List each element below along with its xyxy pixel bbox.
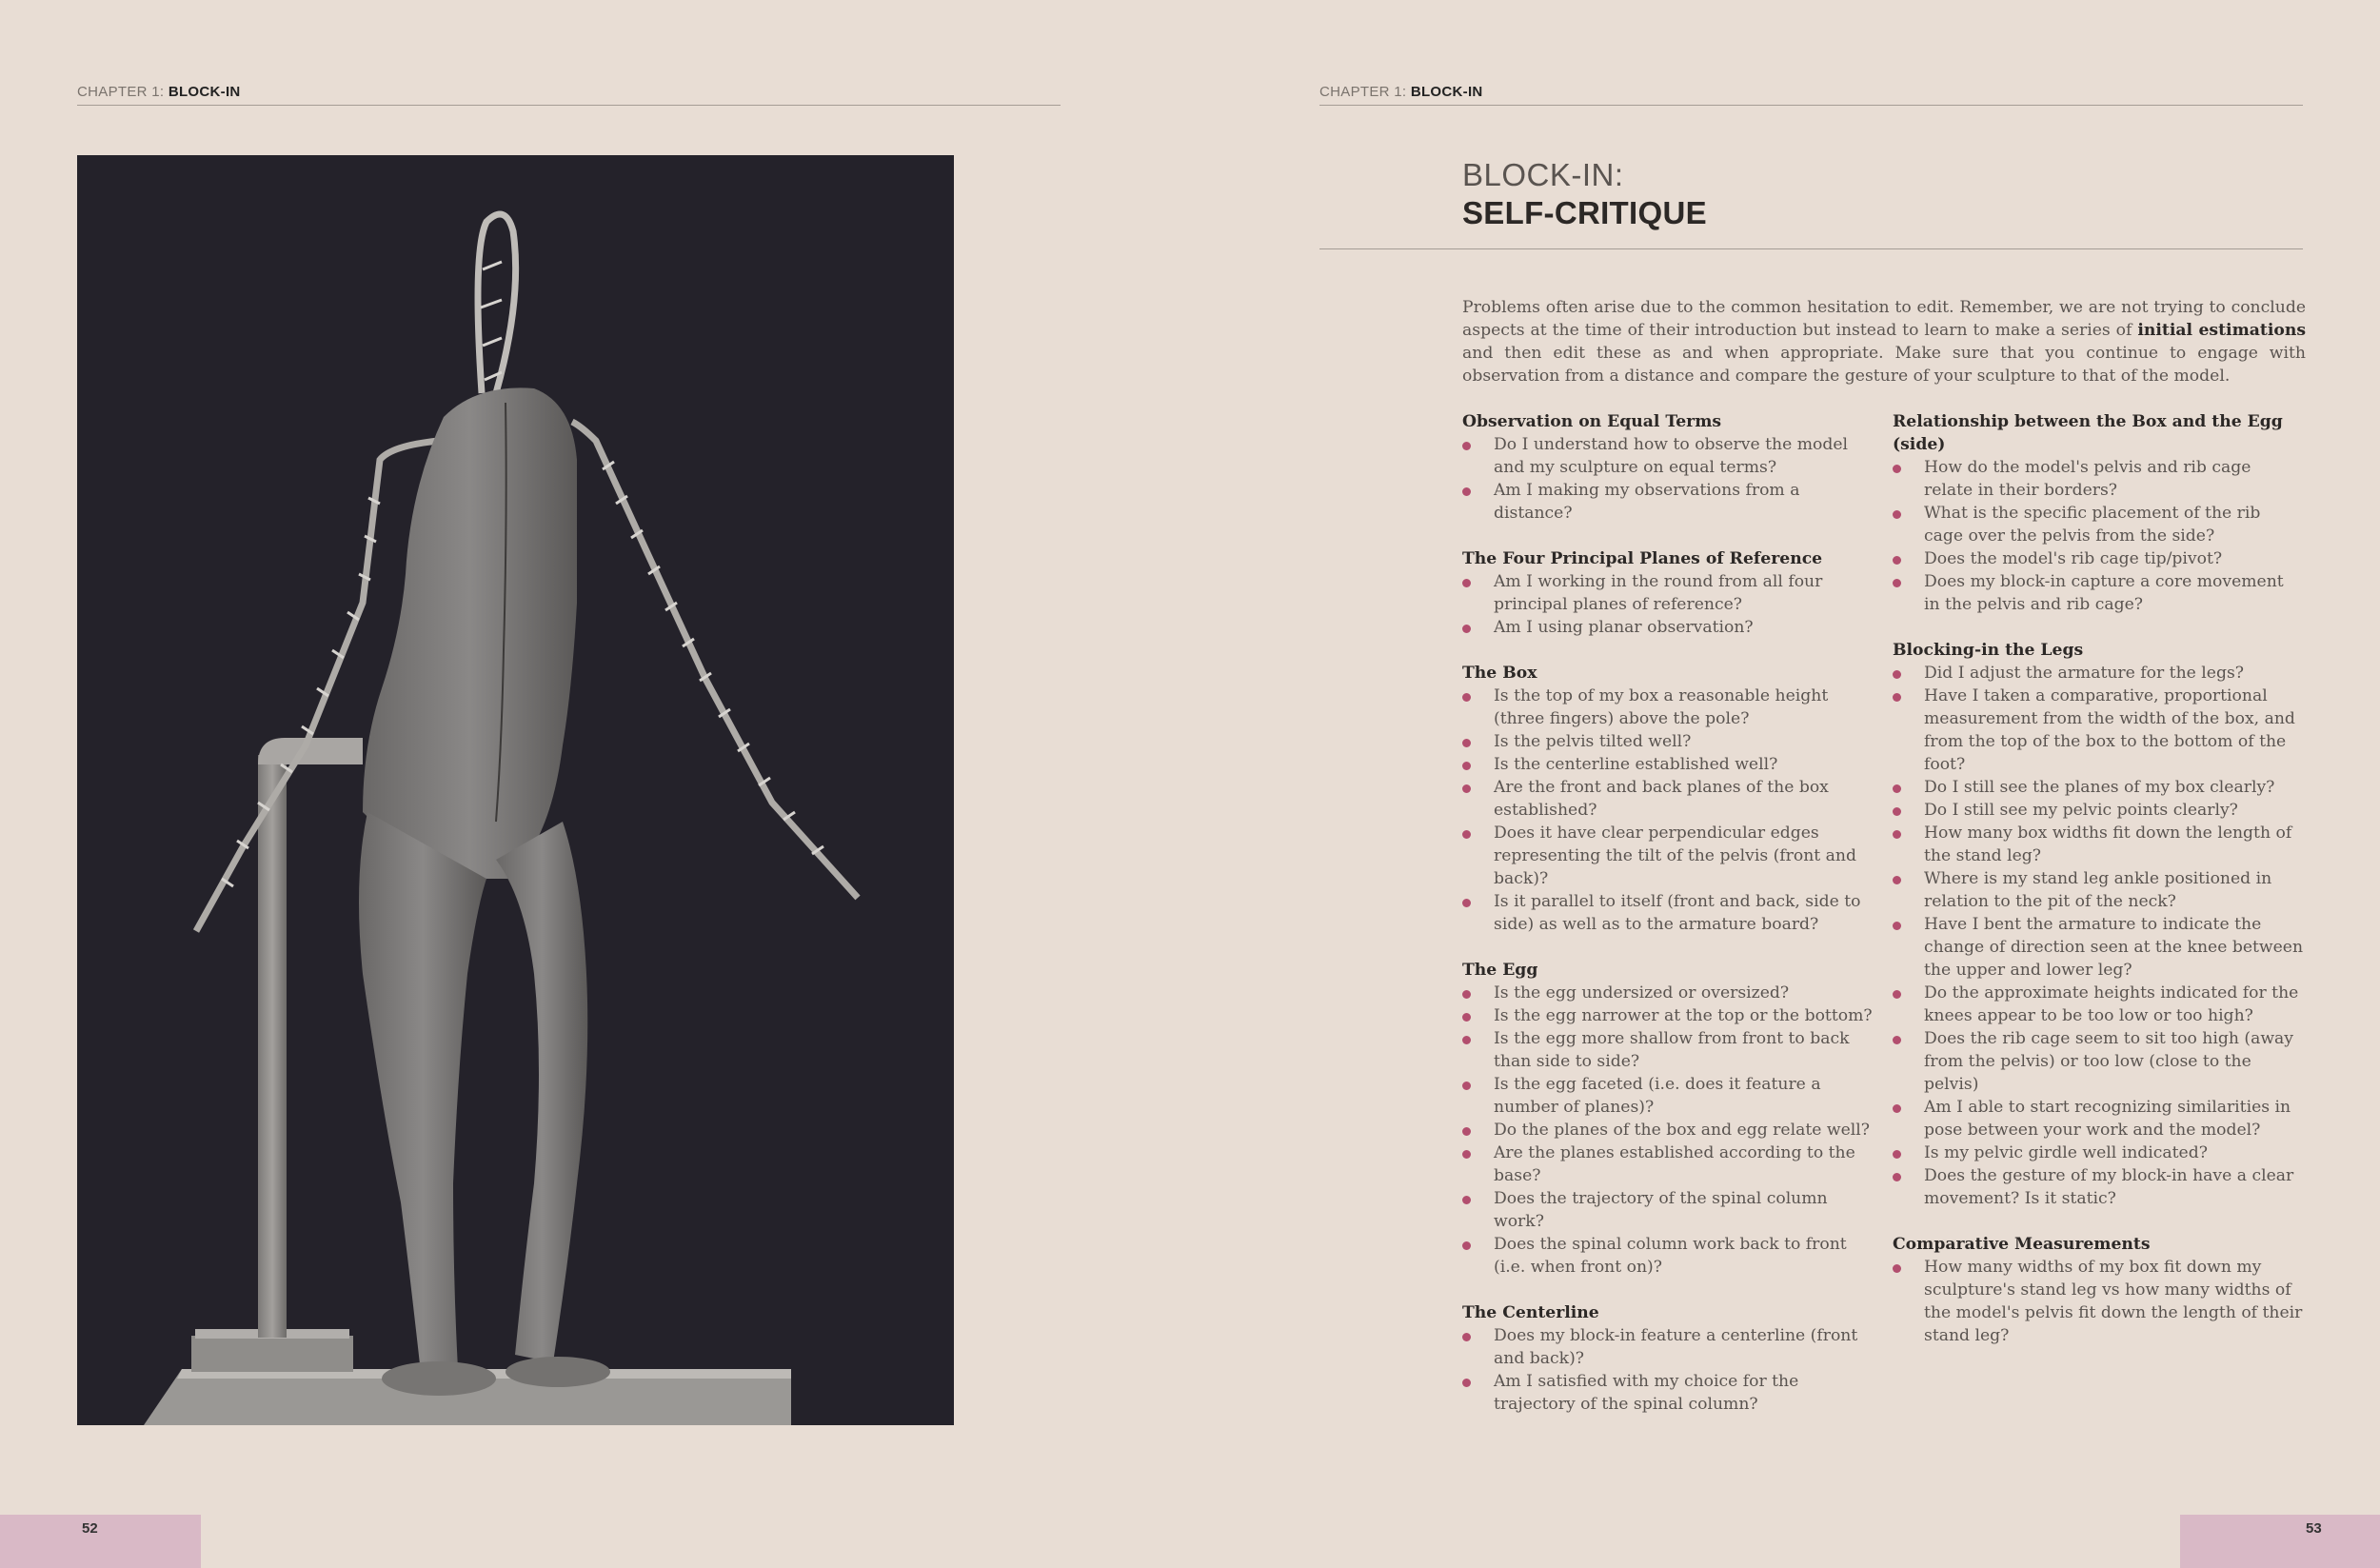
bullet-icon xyxy=(1893,579,1901,587)
title-divider xyxy=(1319,248,2303,249)
question-text: Is the top of my box a reasonable height (three fingers) above the pole? xyxy=(1494,686,1829,728)
question-item xyxy=(1462,616,1874,639)
question-item xyxy=(1893,570,2304,616)
question-list xyxy=(1462,982,1874,1279)
checklist-column-2 xyxy=(1893,410,2304,1370)
question-item xyxy=(1893,1096,2304,1141)
question-item xyxy=(1462,1073,1874,1119)
bullet-icon xyxy=(1893,1173,1901,1181)
question-list xyxy=(1893,662,2304,1210)
title-line-1: BLOCK-IN: xyxy=(1462,157,1624,192)
question-item xyxy=(1462,1027,1874,1073)
question-text: Do the planes of the box and egg relate well? xyxy=(1494,1121,1870,1140)
bullet-icon xyxy=(1893,556,1901,565)
bullet-icon xyxy=(1462,1036,1471,1044)
section-heading: Observation on Equal Terms xyxy=(1462,412,1722,431)
question-item xyxy=(1893,799,2304,822)
checklist-column-1 xyxy=(1462,410,1874,1439)
question-item xyxy=(1462,890,1874,936)
question-text: Am I making my observations from a distance? xyxy=(1494,481,1800,523)
checklist-section xyxy=(1462,410,1874,525)
bullet-icon xyxy=(1893,830,1901,839)
bullet-icon xyxy=(1462,1013,1471,1022)
section-label: BLOCK-IN xyxy=(168,84,241,100)
question-text: Does the model's rib cage tip/pivot? xyxy=(1924,549,2223,568)
running-head xyxy=(77,84,1061,106)
question-text: Does the spinal column work back to front (i.e. when front on)? xyxy=(1494,1235,1847,1277)
bullet-icon xyxy=(1893,876,1901,884)
bullet-icon xyxy=(1462,1333,1471,1341)
question-item xyxy=(1893,1027,2304,1096)
bullet-icon xyxy=(1893,1036,1901,1044)
question-item xyxy=(1893,822,2304,867)
question-list xyxy=(1462,570,1874,639)
bullet-icon xyxy=(1462,899,1471,907)
bullet-icon xyxy=(1893,807,1901,816)
checklist-section xyxy=(1893,639,2304,1210)
chapter-label: CHAPTER 1: xyxy=(77,84,169,100)
question-item xyxy=(1893,662,2304,685)
question-item xyxy=(1893,1256,2304,1347)
question-text: Is the egg more shallow from front to back than side to side? xyxy=(1494,1029,1850,1071)
question-list xyxy=(1893,456,2304,616)
page-number-left xyxy=(0,1515,201,1568)
bullet-icon xyxy=(1462,784,1471,793)
bullet-icon xyxy=(1893,1150,1901,1159)
question-text: Are the front and back planes of the box established? xyxy=(1494,778,1829,820)
section-label: BLOCK-IN xyxy=(1410,84,1483,100)
question-text: Does the gesture of my block-in have a clear movement? Is it static? xyxy=(1924,1166,2294,1208)
question-item xyxy=(1462,570,1874,616)
bullet-icon xyxy=(1893,990,1901,999)
question-item xyxy=(1893,685,2304,776)
bullet-icon xyxy=(1462,442,1471,450)
question-item xyxy=(1462,822,1874,890)
question-text: Is my pelvic girdle well indicated? xyxy=(1924,1143,2208,1162)
bullet-icon xyxy=(1462,1196,1471,1204)
bullet-icon xyxy=(1462,693,1471,702)
checklist-section xyxy=(1462,959,1874,1279)
bullet-icon xyxy=(1893,784,1901,793)
bullet-icon xyxy=(1462,739,1471,747)
question-text: How many widths of my box fit down my sculpture's stand leg vs how many widths of the model's pelvis fit down the length of their stand leg? xyxy=(1924,1258,2303,1345)
intro-text-bold: initial estimations xyxy=(2137,321,2306,340)
sculpture-photo xyxy=(77,155,954,1425)
bullet-icon xyxy=(1893,670,1901,679)
question-list xyxy=(1462,433,1874,525)
question-item xyxy=(1893,456,2304,502)
right-page xyxy=(1190,0,2380,1568)
question-item xyxy=(1462,479,1874,525)
question-item xyxy=(1893,1141,2304,1164)
page-number: 52 xyxy=(82,1520,98,1537)
question-item xyxy=(1462,1187,1874,1233)
question-item xyxy=(1462,433,1874,479)
checklist-section xyxy=(1893,1233,2304,1347)
question-text: Do I still see the planes of my box clearly? xyxy=(1924,778,2275,797)
question-text: Am I working in the round from all four principal planes of reference? xyxy=(1494,572,1823,614)
question-text: Does the rib cage seem to sit too high (away from the pelvis) or too low (close to the pelvis) xyxy=(1924,1029,2294,1094)
question-item xyxy=(1893,867,2304,913)
question-text: How many box widths fit down the length of the stand leg? xyxy=(1924,824,2292,865)
page-number: 53 xyxy=(2306,1520,2322,1537)
question-text: Is it parallel to itself (front and back, side to side) as well as to the armature board? xyxy=(1494,892,1861,934)
question-item xyxy=(1893,913,2304,982)
bullet-icon xyxy=(1893,1264,1901,1273)
section-heading: The Four Principal Planes of Reference xyxy=(1462,549,1823,568)
bullet-icon xyxy=(1462,1150,1471,1159)
question-item xyxy=(1462,730,1874,753)
bullet-icon xyxy=(1893,922,1901,930)
question-item xyxy=(1893,776,2304,799)
bullet-icon xyxy=(1893,510,1901,519)
question-text: Is the egg undersized or oversized? xyxy=(1494,983,1790,1002)
question-item xyxy=(1462,982,1874,1004)
question-text: Does my block-in feature a centerline (front and back)? xyxy=(1494,1326,1858,1368)
question-text: Does it have clear perpendicular edges representing the tilt of the pelvis (front and back)? xyxy=(1494,824,1856,888)
chapter-label: CHAPTER 1: xyxy=(1319,84,1411,100)
bullet-icon xyxy=(1462,830,1471,839)
question-text: Is the egg narrower at the top or the bottom? xyxy=(1494,1006,1873,1025)
question-text: Do I still see my pelvic points clearly? xyxy=(1924,801,2238,820)
question-item xyxy=(1462,753,1874,776)
question-text: Am I using planar observation? xyxy=(1494,618,1754,637)
question-text: Have I bent the armature to indicate the change of direction seen at the knee between the upper and lower leg? xyxy=(1924,915,2304,980)
question-text: Are the planes established according to the base? xyxy=(1494,1143,1855,1185)
section-heading: Blocking-in the Legs xyxy=(1893,641,2084,660)
question-item xyxy=(1893,547,2304,570)
checklist-section xyxy=(1462,547,1874,639)
bullet-icon xyxy=(1893,1104,1901,1113)
checklist-section xyxy=(1462,662,1874,936)
question-text: Am I satisfied with my choice for the trajectory of the spinal column? xyxy=(1494,1372,1799,1414)
question-text: Do the approximate heights indicated for the knees appear to be too low or too high? xyxy=(1924,983,2299,1025)
section-heading: Comparative Measurements xyxy=(1893,1235,2151,1254)
section-heading: The Box xyxy=(1462,664,1537,683)
bullet-icon xyxy=(1462,1127,1471,1136)
question-text: Am I able to start recognizing similarities in pose between your work and the model? xyxy=(1924,1098,2291,1140)
page-title xyxy=(1462,156,1707,232)
intro-text-before: Problems often arise due to the common hesitation to edit. Remember, we are not trying to conclude aspects at the time of their introduction but instead to learn to make a series of xyxy=(1462,298,2306,340)
question-list xyxy=(1893,1256,2304,1347)
question-text: Where is my stand leg ankle positioned in relation to the pit of the neck? xyxy=(1924,869,2272,911)
section-heading: The Egg xyxy=(1462,961,1538,980)
question-item xyxy=(1462,776,1874,822)
question-text: Does the trajectory of the spinal column work? xyxy=(1494,1189,1828,1231)
question-item xyxy=(1462,1004,1874,1027)
clay-block-in-figure-image xyxy=(77,155,954,1425)
bullet-icon xyxy=(1462,990,1471,999)
bullet-icon xyxy=(1462,762,1471,770)
checklist-section xyxy=(1893,410,2304,616)
question-item xyxy=(1462,1370,1874,1416)
section-heading: Relationship between the Box and the Egg (side) xyxy=(1893,412,2283,454)
running-head xyxy=(1319,84,2303,106)
question-text: How do the model's pelvis and rib cage relate in their borders? xyxy=(1924,458,2251,500)
question-text: What is the specific placement of the rib cage over the pelvis from the side? xyxy=(1924,504,2261,546)
question-list xyxy=(1462,685,1874,936)
bullet-icon xyxy=(1462,579,1471,587)
checklist-section xyxy=(1462,1301,1874,1416)
bullet-icon xyxy=(1893,465,1901,473)
question-text: Have I taken a comparative, proportional measurement from the width of the box, and from the top of the box to the bottom of the foot? xyxy=(1924,686,2295,774)
bullet-icon xyxy=(1462,487,1471,496)
bullet-icon xyxy=(1893,693,1901,702)
question-text: Did I adjust the armature for the legs? xyxy=(1924,664,2244,683)
question-list xyxy=(1462,1324,1874,1416)
question-item xyxy=(1462,1233,1874,1279)
question-text: Is the centerline established well? xyxy=(1494,755,1778,774)
section-heading: The Centerline xyxy=(1462,1303,1599,1322)
question-item xyxy=(1893,1164,2304,1210)
question-item xyxy=(1462,1324,1874,1370)
question-item xyxy=(1893,982,2304,1027)
bullet-icon xyxy=(1462,1082,1471,1090)
title-line-2: SELF-CRITIQUE xyxy=(1462,195,1707,230)
question-item xyxy=(1462,685,1874,730)
question-item xyxy=(1462,1119,1874,1141)
bullet-icon xyxy=(1462,1241,1471,1250)
question-text: Do I understand how to observe the model and my sculpture on equal terms? xyxy=(1494,435,1849,477)
question-text: Is the egg faceted (i.e. does it feature a number of planes)? xyxy=(1494,1075,1821,1117)
page-number-right xyxy=(2180,1515,2380,1568)
question-item xyxy=(1893,502,2304,547)
question-text: Does my block-in capture a core movement in the pelvis and rib cage? xyxy=(1924,572,2284,614)
question-item xyxy=(1462,1141,1874,1187)
intro-paragraph xyxy=(1462,296,2306,387)
intro-text-after: and then edit these as and when appropriate. Make sure that you continue to engage with observation from a distance and compare the gesture of your sculpture to that of the model. xyxy=(1462,344,2306,386)
question-text: Is the pelvis tilted well? xyxy=(1494,732,1692,751)
bullet-icon xyxy=(1462,625,1471,633)
bullet-icon xyxy=(1462,1379,1471,1387)
